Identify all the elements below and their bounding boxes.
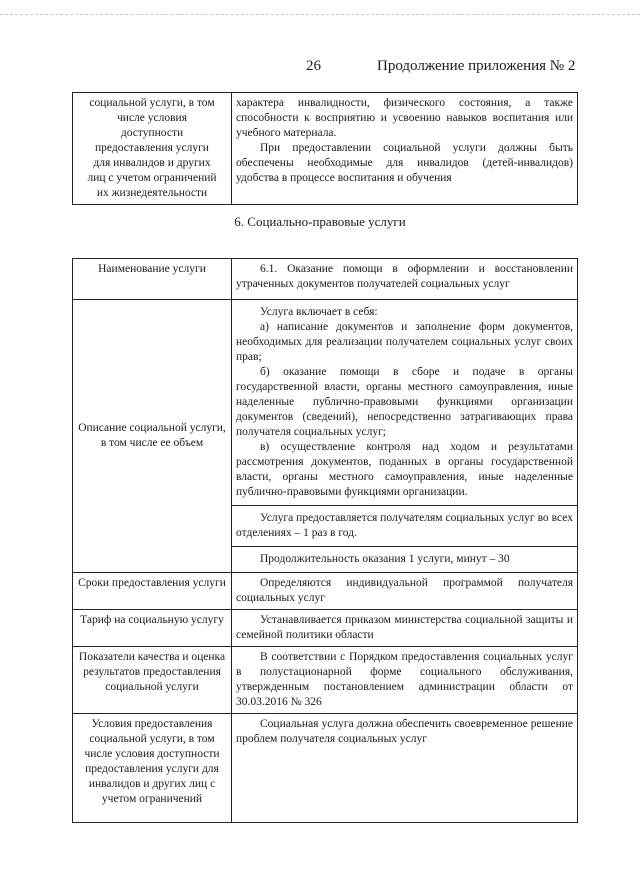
table-row — [73, 647, 578, 714]
conditions-label-continued: социальной услуги, в том числе условия доступности предоставления услуги для инвалидов и других лиц с учетом ограничений их жизнедеятельности — [73, 93, 232, 205]
table-row — [73, 259, 578, 300]
duration-value: Продолжительность оказания 1 услуги, минут – 30 — [232, 547, 578, 573]
name-label: Наименование услуги — [73, 259, 232, 300]
section-heading: 6. Социально-правовые услуги — [234, 214, 406, 229]
terms-label: Сроки предоставления услуги — [73, 573, 232, 610]
table-row — [73, 610, 578, 647]
page-number: 26 — [306, 58, 321, 74]
description-value: Услуга включает в себя: а) написание документов и заполнение форм документов, необходимых для реализации получателем социальных услуг своих прав; б) оказание помощи в сборе и подаче в органы государственной власти, органы местного самоуправления, иные наделенные публично-правовыми функциями организации документов (сведений), непосредственно затрагивающих права получателя социальных услуг; в) осуществление контроля над ходом и результатами рассмотрения документов, поданных в органы государственной власти, органы местного самоуправления, иные наделенные публично-правовыми функциями организации. — [232, 300, 578, 506]
conditions-value: Социальная услуга должна обеспечить своевременное решение проблем получателя социальных услуг — [232, 714, 578, 823]
service-table — [72, 258, 578, 823]
continuation-table — [72, 92, 578, 205]
tariff-label: Тариф на социальную услугу — [73, 610, 232, 647]
name-value: 6.1. Оказание помощи в оформлении и восстановлении утраченных документов получателей социальных услуг — [232, 259, 578, 300]
table-row — [73, 300, 578, 506]
table-row — [73, 573, 578, 610]
table-row — [73, 93, 578, 205]
scan-edge-line — [0, 14, 640, 15]
terms-value: Определяются индивидуальной программой получателя социальных услуг — [232, 573, 578, 610]
description-label: Описание социальной услуги, в том числе ее объем — [73, 300, 232, 573]
conditions-label: Условия предоставления социальной услуги, в том числе условия доступности предоставления услуги для инвалидов и других лиц с учетом ограничений — [73, 714, 232, 823]
quality-label: Показатели качества и оценка результатов предоставления социальной услуги — [73, 647, 232, 714]
conditions-value-continued: характера инвалидности, физического состояния, а также способности к восприятию и усвоению навыков воспитания или учебного материала. При предоставлении социальной услуги должны быть обеспечены необходимые для инвалидов (детей-инвалидов) удобства в процессе воспитания и обучения — [232, 93, 578, 205]
appendix-caption: Продолжение приложения № 2 — [377, 58, 576, 74]
frequency-value: Услуга предоставляется получателям социальных услуг во всех отделениях – 1 раз в год. — [232, 506, 578, 547]
quality-value: В соответствии с Порядком предоставления социальных услуг в полустационарной форме социального обслуживания, утвержденным постановлением администрации области от 30.03.2016 № 326 — [232, 647, 578, 714]
tariff-value: Устанавливается приказом министерства социальной защиты и семейной политики области — [232, 610, 578, 647]
table-row — [73, 714, 578, 823]
